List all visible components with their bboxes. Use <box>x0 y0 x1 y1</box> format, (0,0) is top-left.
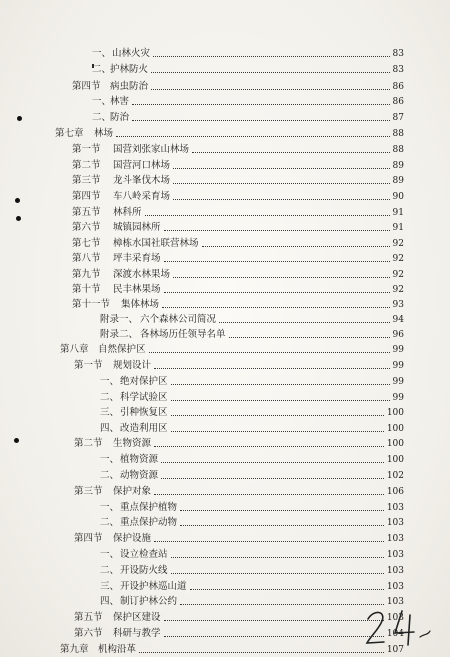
toc-entry-number: 二、 <box>92 112 112 123</box>
toc-entry-number: 第八章 <box>60 344 89 355</box>
toc-leader-dots <box>171 415 384 416</box>
toc-entry-page-number: 106 <box>386 487 404 497</box>
toc-entry-title: 樟栋水国社联营林场 <box>113 238 199 249</box>
toc-entry-page-number: 103 <box>386 566 404 576</box>
toc-entry-title: 护林防火 <box>110 64 149 75</box>
toc-entry-page-number: 94 <box>392 315 404 325</box>
toc-leader-dots <box>171 431 384 432</box>
toc-entry-number: 第一节 <box>72 144 101 155</box>
toc-entry-number: 第九章 <box>60 644 89 655</box>
toc-entry-number: 一、 <box>100 376 120 387</box>
toc-entry <box>0 237 450 251</box>
toc-entry-page-number: 83 <box>392 49 404 59</box>
toc-entry-number: 二、 <box>100 392 120 403</box>
toc-entry-page-number: 104 <box>386 629 404 639</box>
toc-entry-page-number: 100 <box>386 439 404 449</box>
toc-entry-title: 科研与教学 <box>113 628 161 639</box>
toc-entry <box>0 564 450 578</box>
toc-leader-dots <box>180 525 384 526</box>
toc-entry-title: 绝对保护区 <box>120 376 168 387</box>
toc-entry-number: 第五节 <box>74 612 103 623</box>
toc-entry-page-number: 92 <box>392 254 404 264</box>
toc-entry-number: 一、 <box>100 454 120 465</box>
toc-entry-title: 规划设计 <box>113 360 152 371</box>
toc-entry-title: 国营刘张家山林场 <box>113 144 190 155</box>
toc-entry-number: 第四节 <box>72 81 101 92</box>
toc-entry <box>0 298 450 312</box>
toc-entry-number: 第一节 <box>74 360 103 371</box>
toc-entry-page-number: 88 <box>392 145 404 155</box>
toc-entry-title: 山林火灾 <box>112 48 151 59</box>
toc-leader-dots <box>149 352 390 353</box>
toc-leader-dots <box>139 652 384 653</box>
toc-entry-title: 龙斗峯伐木场 <box>113 175 171 186</box>
toc-entry-number: 四、 <box>100 423 120 434</box>
toc-entry <box>0 95 450 109</box>
toc-entry-page-number: 100 <box>386 424 404 434</box>
toc-entry <box>0 252 450 266</box>
toc-entry-title: 重点保护植物 <box>120 502 178 513</box>
toc-leader-dots <box>164 292 390 293</box>
toc-entry-number: 二、 <box>92 64 112 75</box>
toc-entry-page-number: 89 <box>392 176 404 186</box>
toc-entry-number: 第六节 <box>74 628 103 639</box>
toc-leader-dots <box>132 104 390 105</box>
toc-entry-number: 第四节 <box>72 191 101 202</box>
toc-entry-title: 自然保护区 <box>98 344 146 355</box>
toc-entry <box>0 268 450 282</box>
toc-entry <box>0 206 450 220</box>
toc-leader-dots <box>173 277 390 278</box>
toc-entry <box>0 313 450 327</box>
toc-entry-number: 二、 <box>100 565 120 576</box>
toc-entry-title: 林科所 <box>113 207 142 218</box>
toc-leader-dots <box>154 446 384 447</box>
toc-entry <box>0 359 450 373</box>
toc-entry-title: 制订护林公约 <box>120 596 178 607</box>
toc-entry-number: 第二节 <box>74 438 103 449</box>
toc-entry-number: 第七章 <box>55 128 84 139</box>
toc-entry-page-number: 87 <box>392 113 404 123</box>
toc-entry-page-number: 92 <box>392 285 404 295</box>
toc-leader-dots <box>171 573 384 574</box>
toc-entry-number: 一、 <box>100 502 120 513</box>
toc-entry <box>0 406 450 420</box>
toc-leader-dots <box>164 261 390 262</box>
toc-entry-title: 林场 <box>94 128 114 139</box>
toc-entry-number: 第三节 <box>74 486 103 497</box>
toc-leader-dots <box>192 152 390 153</box>
toc-entry-title: 植物资源 <box>120 454 159 465</box>
toc-entry-page-number: 100 <box>386 455 404 465</box>
toc-entry-title: 林害 <box>110 96 130 107</box>
toc-leader-dots <box>145 215 390 216</box>
toc-entry <box>0 143 450 157</box>
toc-entry <box>0 422 450 436</box>
toc-entry-title: 车八岭采育场 <box>113 191 171 202</box>
toc-entry <box>0 283 450 297</box>
toc-entry-title: 科学试验区 <box>120 392 168 403</box>
toc-leader-dots <box>132 120 390 121</box>
toc-entry <box>0 111 450 125</box>
toc-entry <box>0 469 450 483</box>
toc-entry-page-number: 92 <box>392 270 404 280</box>
toc-entry <box>0 548 450 562</box>
toc-leader-dots <box>171 400 390 401</box>
toc-entry <box>0 80 450 94</box>
toc-entry-number: 第九节 <box>72 269 101 280</box>
toc-entry-page-number: 107 <box>386 645 404 655</box>
toc-leader-dots <box>154 368 390 369</box>
toc-entry <box>0 485 450 499</box>
toc-entry-page-number: 86 <box>392 97 404 107</box>
toc-entry-page-number: 83 <box>392 65 404 75</box>
toc-entry-page-number: 92 <box>392 239 404 249</box>
handwritten-page-number <box>362 607 432 647</box>
toc-entry-page-number: 103 <box>386 518 404 528</box>
toc-entry-title: 生物资源 <box>113 438 152 449</box>
toc-entry <box>0 159 450 173</box>
toc-entry-number: 第十一节 <box>72 299 111 310</box>
toc-entry <box>0 174 450 188</box>
toc-entry-title: 改造利用区 <box>120 423 168 434</box>
toc-entry-title: 引种恢复区 <box>120 407 168 418</box>
toc-entry-page-number: 90 <box>392 192 404 202</box>
toc-entry <box>0 343 450 357</box>
toc-leader-dots <box>161 462 384 463</box>
toc-entry-number: 附录二、 <box>100 329 139 340</box>
toc-entry-title: 机构沿革 <box>98 644 137 655</box>
toc-leader-dots <box>162 307 390 308</box>
toc-leader-dots <box>180 604 384 605</box>
toc-entry-page-number: 96 <box>392 330 404 340</box>
toc-entry-page-number: 91 <box>392 208 404 218</box>
toc-entry-title: 保护对象 <box>113 486 152 497</box>
toc-leader-dots <box>153 56 390 57</box>
toc-leader-dots <box>164 230 390 231</box>
toc-entry <box>0 375 450 389</box>
toc-entry-page-number: 103 <box>386 613 404 623</box>
toc-entry-number: 第二节 <box>72 160 101 171</box>
toc-entry-page-number: 86 <box>392 82 404 92</box>
toc-entry-number: 第四节 <box>74 533 103 544</box>
toc-entry-page-number: 99 <box>392 377 404 387</box>
toc-leader-dots <box>161 478 384 479</box>
toc-leader-dots <box>173 183 390 184</box>
toc-leader-dots <box>173 199 390 200</box>
toc-entry-title: 民丰林果场 <box>113 284 161 295</box>
toc-leader-dots <box>171 384 390 385</box>
toc-entry-number: 三、 <box>100 581 120 592</box>
toc-entry-title: 病虫防治 <box>110 81 149 92</box>
toc-entry <box>0 501 450 515</box>
toc-entry-title: 深渡水林果场 <box>113 269 171 280</box>
toc-entry-page-number: 103 <box>386 534 404 544</box>
toc-entry-number: 第八节 <box>72 253 101 264</box>
toc-entry-title: 开设护林巡山道 <box>120 581 187 592</box>
toc-entry-number: 第七节 <box>72 238 101 249</box>
toc-entry-page-number: 88 <box>392 129 404 139</box>
toc-entry-page-number: 93 <box>392 300 404 310</box>
toc-entry-number: 第六节 <box>72 222 101 233</box>
toc-leader-dots <box>171 557 384 558</box>
toc-entry-number: 第三节 <box>72 175 101 186</box>
toc-entry-number: 第五节 <box>72 207 101 218</box>
toc-entry-page-number: 100 <box>386 408 404 418</box>
toc-leader-dots <box>190 589 384 590</box>
toc-entry <box>0 453 450 467</box>
toc-entry <box>0 63 450 77</box>
toc-entry-page-number: 91 <box>392 223 404 233</box>
toc-entry-number: 二、 <box>100 517 120 528</box>
toc-entry <box>0 532 450 546</box>
toc-leader-dots <box>154 494 384 495</box>
toc-leader-dots <box>151 72 390 73</box>
toc-entry-number: 附录一、 <box>100 314 139 325</box>
toc-entry <box>0 580 450 594</box>
toc-entry <box>0 516 450 530</box>
toc-entry-number: 四、 <box>100 596 120 607</box>
toc-entry-number: 一、 <box>92 48 112 59</box>
toc-entry-number: 二、 <box>100 470 120 481</box>
toc-entry-title: 坪丰采育场 <box>113 253 161 264</box>
toc-entry-page-number: 89 <box>392 161 404 171</box>
toc-entry-title: 集体林场 <box>121 299 160 310</box>
toc-entry <box>0 328 450 342</box>
toc-entry-title: 开设防火线 <box>120 565 168 576</box>
toc-entry <box>0 437 450 451</box>
handwritten-24-signature <box>362 607 432 647</box>
toc-entry-page-number: 99 <box>392 345 404 355</box>
toc-leader-dots <box>164 620 384 621</box>
toc-entry-title: 动物资源 <box>120 470 159 481</box>
toc-entry-page-number: 103 <box>386 597 404 607</box>
toc-entry <box>0 221 450 235</box>
toc-entry-page-number: 99 <box>392 361 404 371</box>
toc-entry-page-number: 99 <box>392 393 404 403</box>
toc-entry-number: 一、 <box>92 96 112 107</box>
toc-entry <box>0 47 450 61</box>
toc-entry <box>0 391 450 405</box>
toc-entry-page-number: 102 <box>386 471 404 481</box>
toc-leader-dots <box>151 89 390 90</box>
toc-entry-number: 第十节 <box>72 284 101 295</box>
toc-entry-title: 重点保护动物 <box>120 517 178 528</box>
toc-entry-number: 一、 <box>100 549 120 560</box>
toc-entry-title: 各林场历任领导名单 <box>140 329 226 340</box>
toc-entry-title: 六个森林公司简况 <box>140 314 217 325</box>
toc-entry-page-number: 103 <box>386 582 404 592</box>
toc-leader-dots <box>180 510 384 511</box>
toc-entry-title: 保护设施 <box>113 533 152 544</box>
toc-entry-title: 保护区建设 <box>113 612 161 623</box>
toc-entry-title: 城镇园林所 <box>113 222 161 233</box>
toc-entry <box>0 190 450 204</box>
toc-entry-page-number: 103 <box>386 503 404 513</box>
toc-entry-title: 国营河口林场 <box>113 160 171 171</box>
toc-entry-number: 三、 <box>100 407 120 418</box>
toc-entry-title: 防治 <box>110 112 130 123</box>
toc-entry <box>0 127 450 141</box>
toc-leader-dots <box>229 337 390 338</box>
toc-leader-dots <box>173 168 390 169</box>
toc-leader-dots <box>219 322 390 323</box>
toc-entry-title: 设立检查站 <box>120 549 168 560</box>
toc-leader-dots <box>164 636 384 637</box>
toc-entry-page-number: 103 <box>386 550 404 560</box>
toc-leader-dots <box>202 246 390 247</box>
toc-leader-dots <box>154 541 384 542</box>
toc-leader-dots <box>116 136 390 137</box>
